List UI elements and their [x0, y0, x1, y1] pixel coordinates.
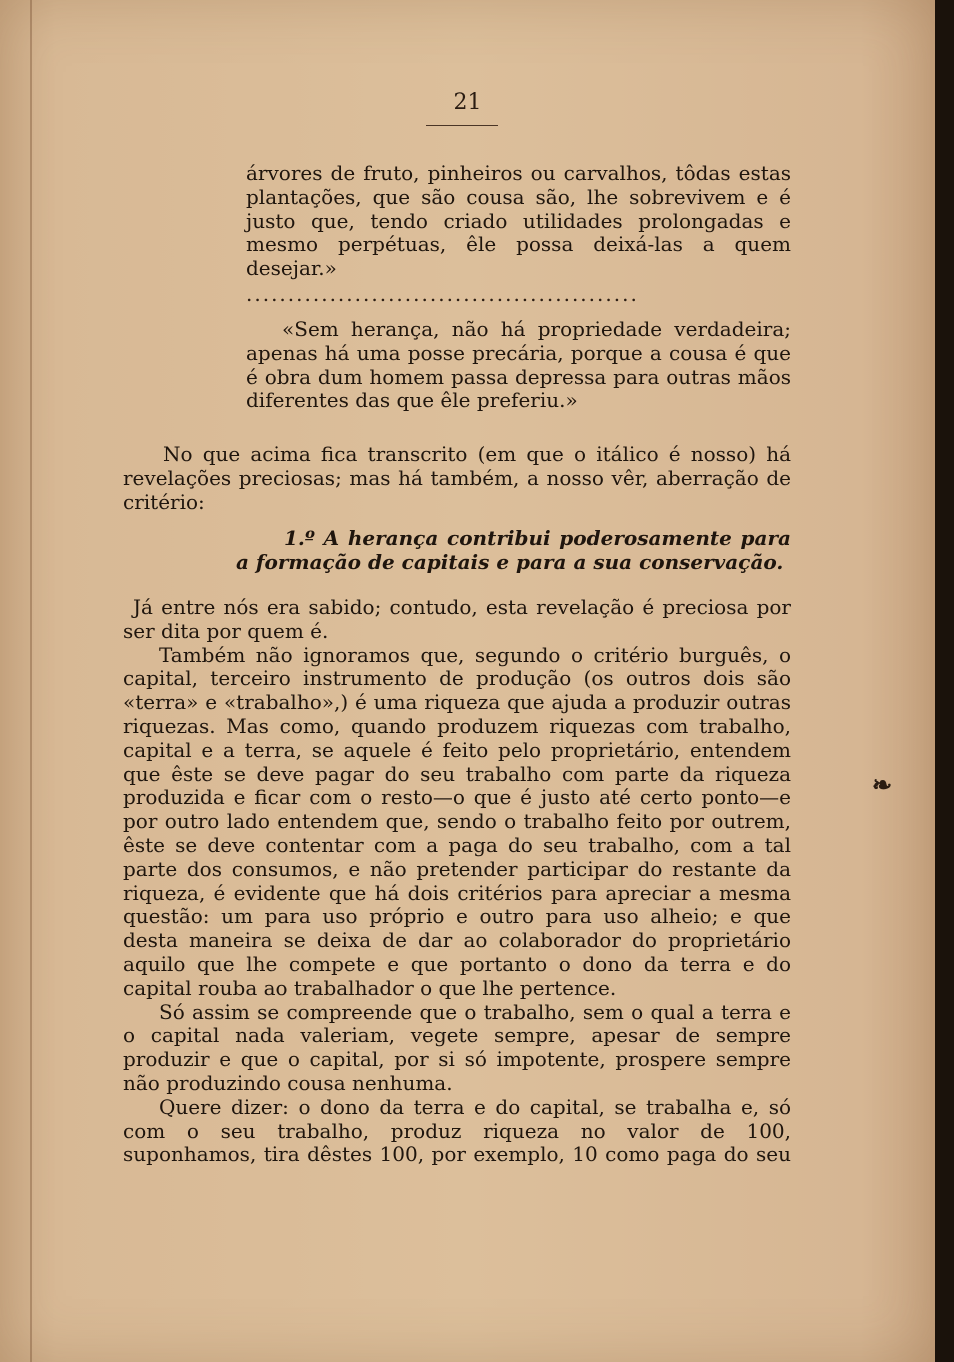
- quote-continuation-text: árvores de fruto, pinheiros ou carvalhos, tôdas estas plantações, que são cousa são, lhe sobrevivem e é justo que, tendo criado utilidades prolongadas e mesmo perpétuas, êle possa deixá-las a quem desejar.»: [246, 161, 791, 281]
- main-body: [123, 596, 791, 1167]
- quote-second: [246, 318, 791, 413]
- paragraph-known: Já entre nós era sabido; contudo, esta revelação é preciosa por ser dita por quem é.: [123, 595, 791, 643]
- paragraph-intro: [123, 443, 791, 514]
- margin-mark-icon: ❧: [872, 770, 893, 799]
- thesis-statement: [236, 526, 791, 574]
- thesis-text: 1.º A herança contribui poderosamente para a formação de capitais e para a sua conservação.: [236, 526, 791, 574]
- page-number: 21: [453, 90, 482, 115]
- paragraph-means: Quere dizer: o dono da terra e do capital, se trabalha e, só com o seu trabalho, produz riqueza no valor de 100, suponhamos, tira dêstes 100, por exemplo, 10 como paga do seu: [123, 1094, 791, 1167]
- page-number-rule: [426, 125, 498, 126]
- binding-edge: [30, 0, 32, 1362]
- quote-continuation: [246, 162, 791, 281]
- ellipsis-line: ...............................................: [246, 282, 639, 306]
- paragraph-only: Só assim se compreende que o trabalho, sem o qual a terra e o capital nada valeriam, vegete sempre, apesar de sempre produzir e que o capital, por si só impotente, prospere sempre não produzindo cousa nenhuma.: [123, 999, 791, 1095]
- paragraph-intro-text: No que acima fica transcrito (em que o itálico é nosso) há revelações preciosas; mas há também, a nosso vêr, aberração de critério:: [123, 442, 791, 514]
- quote-second-text: «Sem herança, não há propriedade verdadeira; apenas há uma posse precária, porque a cousa é que é obra dum homem passa depressa para outras mãos diferentes das que êle preferiu.»: [246, 317, 791, 413]
- paragraph-also: Também não ignoramos que, segundo o critério burguês, o capital, terceiro instrumento de produção (os outros dois são «terra» e «trabalho»,) é uma riqueza que ajuda a produzir outras riquezas. Mas como, quando produzem riquezas com trabalho, capital e a terra, se aquele é feito pelo proprietário, entendem que êste se deve pagar do seu trabalho com parte da riqueza produzida e ficar com o resto—o que é justo até certo ponto—e por outro lado entendem que, sendo o trabalho feito por outrem, êste se deve contentar com a paga do seu trabalho, com a tal parte dos consumos, e não pretender participar do restante da riqueza, é evidente que há dois critérios para apreciar a mesma questão: um para uso próprio e outro para uso alheio; e que desta maneira se deixa de dar ao colaborador do proprietário aquilo que lhe compete e que portanto o dono da terra e do capital rouba ao trabalhador o que lhe pertence.: [123, 642, 791, 1000]
